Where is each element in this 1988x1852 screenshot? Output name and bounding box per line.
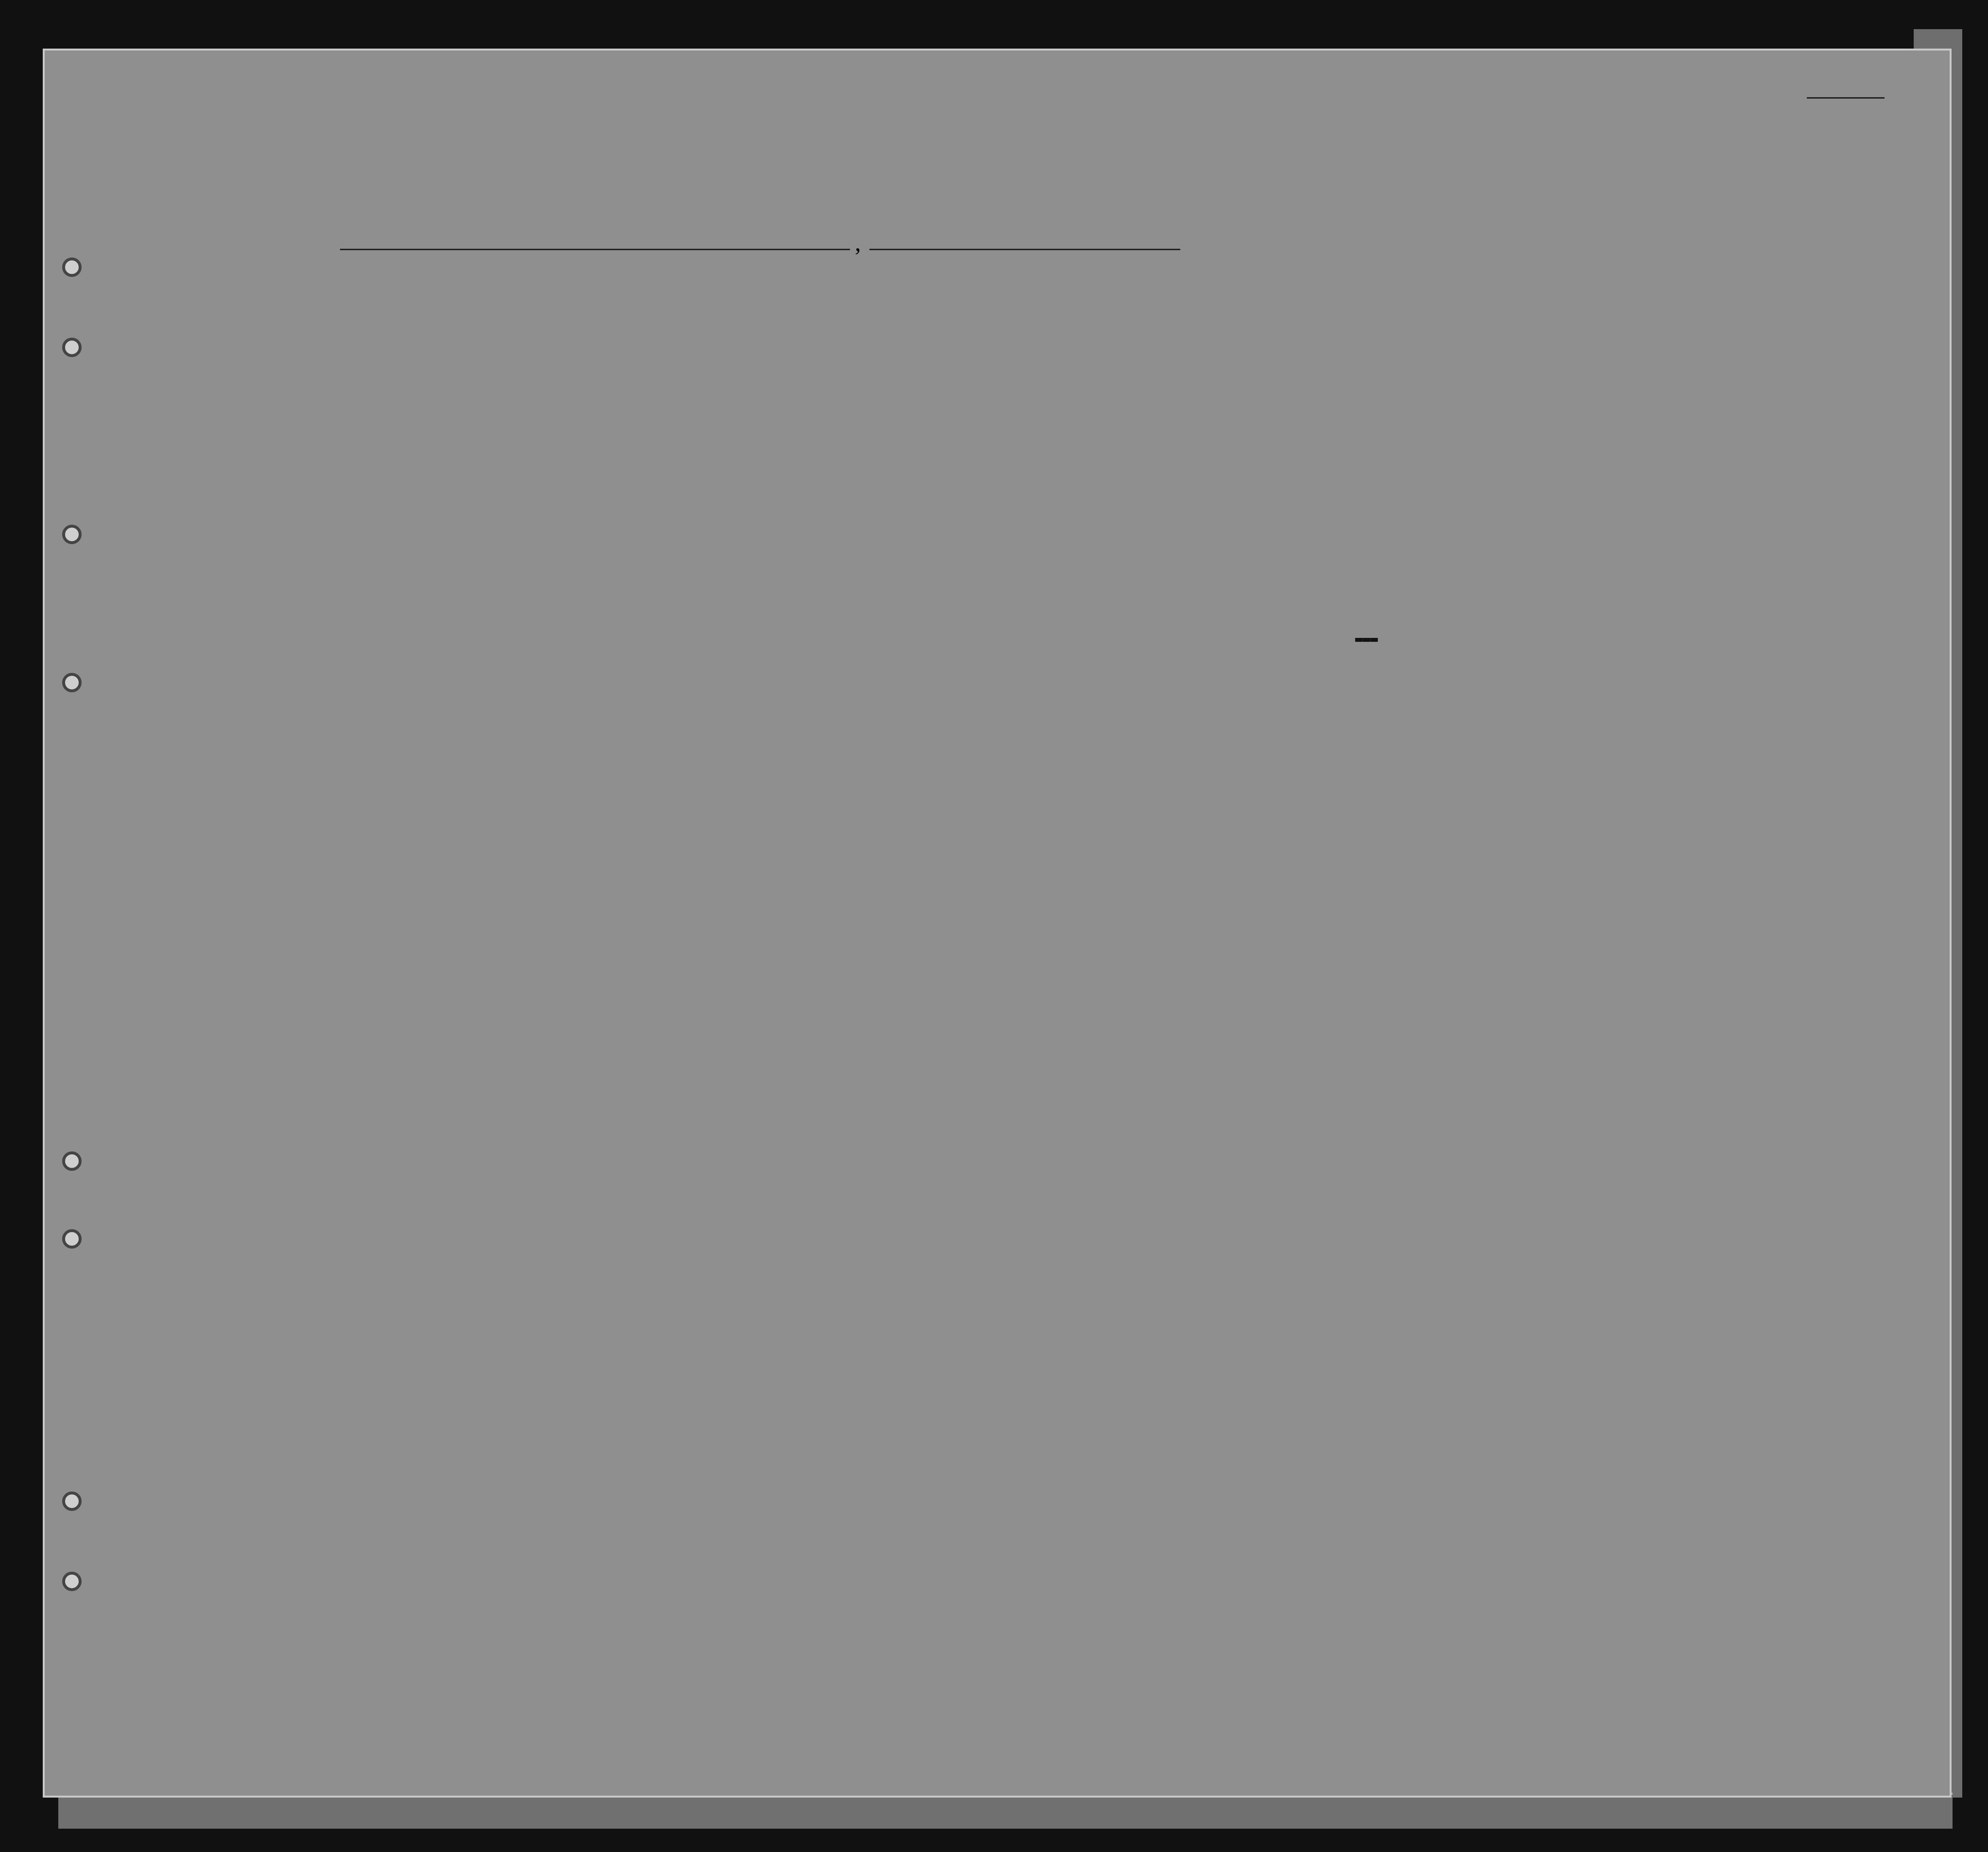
comma-separator: , — [855, 229, 861, 256]
stamp-strike: ▬▬▬ — [1355, 632, 1378, 646]
